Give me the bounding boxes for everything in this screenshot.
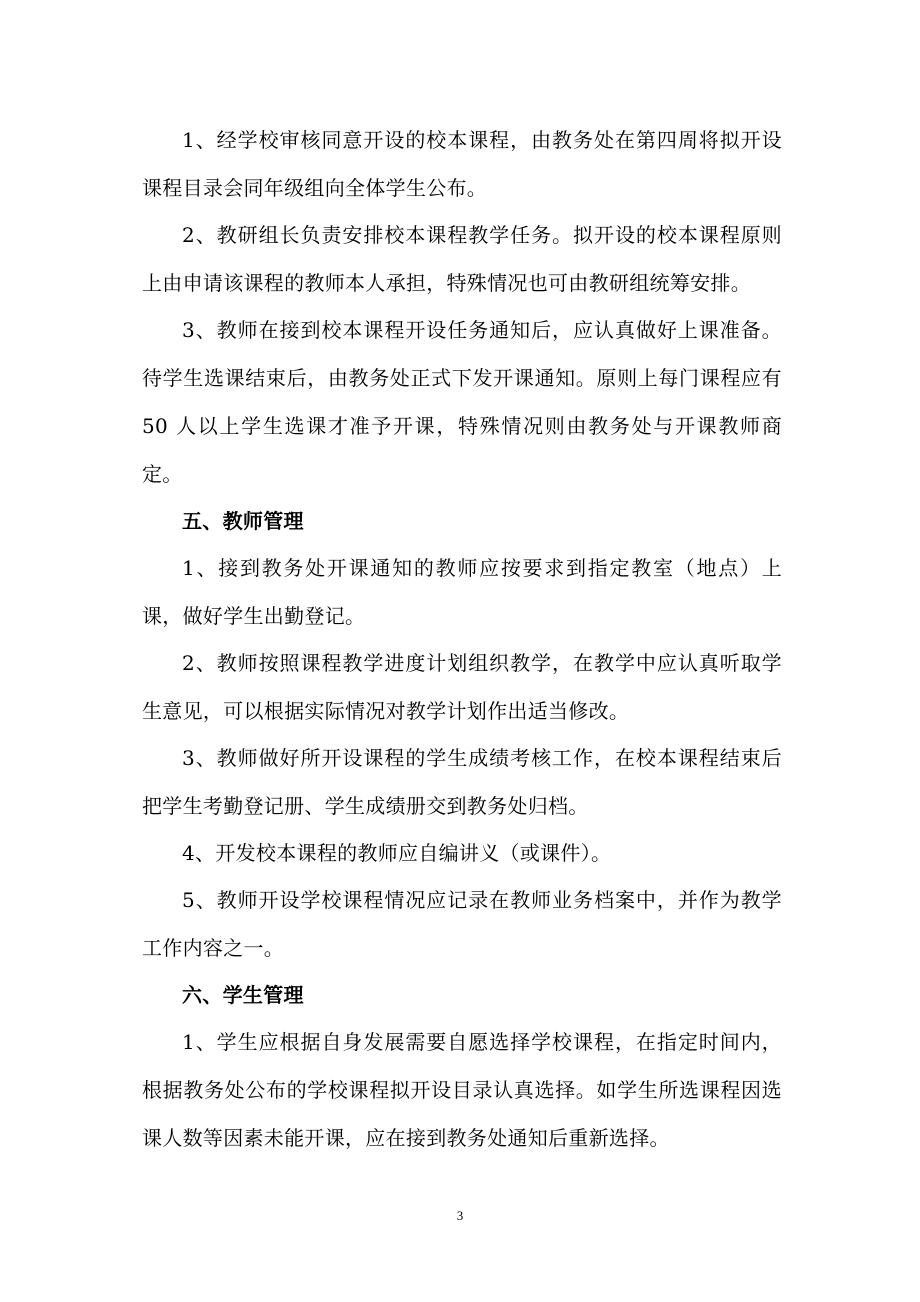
paragraph-4-1: 1、经学校审核同意开设的校本课程，由教务处在第四周将拟开设课程目录会同年级组向全体学生公布。: [142, 128, 782, 200]
section-heading-teacher-management: 五、教师管理: [182, 509, 304, 533]
paragraph-5-4: 4、开发校本课程的教师应自编讲义（或课件）。: [182, 841, 612, 865]
paragraph-4-3: 3、教师在接到校本课程开设任务通知后，应认真做好上课准备。待学生选课结束后，由教务处正式下发开课通知。原则上每门课程应有 50 人以上学生选课才准予开课，特殊情况则由教务处与开课教师商定。: [142, 318, 782, 486]
paragraph-5-3: 3、教师做好所开设课程的学生成绩考核工作，在校本课程结束后把学生考勤登记册、学生成绩册交到教务处归档。: [142, 746, 782, 818]
paragraph-6-1: 1、学生应根据自身发展需要自愿选择学校课程，在指定时间内，根据教务处公布的学校课程拟开设目录认真选择。如学生所选课程因选课人数等因素未能开课，应在接到教务处通知后重新选择。: [142, 1030, 782, 1150]
paragraph-5-2: 2、教师按照课程教学进度计划组织教学，在教学中应认真听取学生意见，可以根据实际情况对教学计划作出适当修改。: [142, 651, 782, 723]
paragraph-5-5: 5、教师开设学校课程情况应记录在教师业务档案中，并作为教学工作内容之一。: [142, 888, 782, 960]
paragraph-4-2: 2、教研组长负责安排校本课程教学任务。拟开设的校本课程原则上由申请该课程的教师本人承担，特殊情况也可由教研组统筹安排。: [142, 223, 782, 295]
document-body: [142, 116, 782, 1161]
paragraph-5-1: 1、接到教务处开课通知的教师应按要求到指定教室（地点）上课，做好学生出勤登记。: [142, 556, 782, 628]
section-heading-student-management: 六、学生管理: [182, 983, 304, 1007]
page-number: 3: [456, 1208, 464, 1223]
